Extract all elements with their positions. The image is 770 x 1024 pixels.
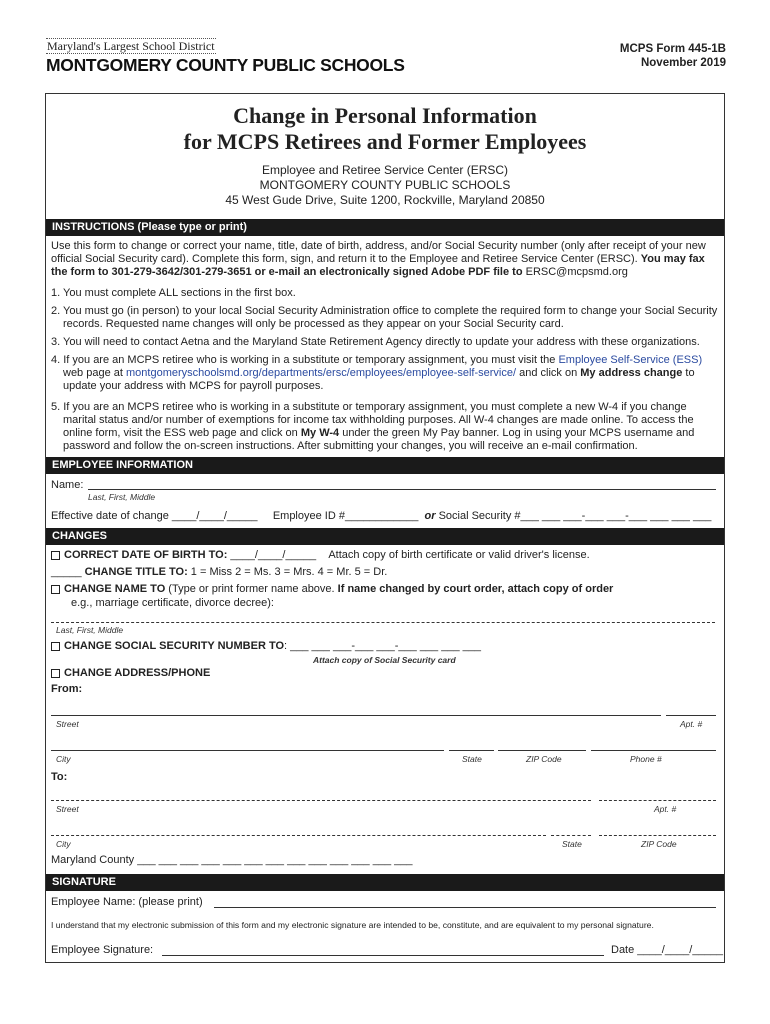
ess-url-link[interactable]: montgomeryschoolsmd.org/departments/ersc/employees/employee-self-service/: [126, 367, 517, 379]
title-field[interactable]: _____: [51, 566, 85, 578]
to-street-field[interactable]: [51, 800, 591, 801]
to-city-hint: City: [56, 839, 71, 849]
address-change-checkbox[interactable]: [51, 669, 60, 678]
address-change-row: CHANGE ADDRESS/PHONE: [51, 667, 210, 680]
from-state-field[interactable]: [449, 750, 494, 751]
title-row: _____ CHANGE TITLE TO: 1 = Miss 2 = Ms. 3 = Mrs. 4 = Mr. 5 = Dr.: [51, 566, 388, 578]
to-state-hint: State: [562, 839, 582, 849]
form-date: November 2019: [640, 57, 726, 69]
name-change-checkbox[interactable]: [51, 585, 60, 594]
changes-heading: CHANGES: [46, 528, 724, 545]
to-apt-field[interactable]: [599, 800, 716, 801]
new-name-hint: Last, First, Middle: [56, 625, 124, 635]
ssn-change-checkbox[interactable]: [51, 642, 60, 651]
effective-date-row: Effective date of change ____/____/_____ Employee ID #____________ or Social Security #___ ___ ___-___ ___-___ ___ ___ ___: [51, 510, 712, 522]
from-street-hint: Street: [56, 719, 79, 729]
org-address: 45 West Gude Drive, Suite 1200, Rockville, Maryland 20850: [225, 193, 545, 207]
instructions-heading: INSTRUCTIONS (Please type or print): [46, 219, 724, 236]
print-name-label: Employee Name: (please print): [51, 896, 203, 908]
to-state-field[interactable]: [551, 835, 591, 836]
form-number: MCPS Form 445-1B: [619, 43, 726, 55]
print-name-field[interactable]: [214, 907, 716, 908]
signature-field[interactable]: [162, 955, 604, 956]
from-apt-hint: Apt. #: [680, 719, 703, 729]
ess-link[interactable]: Employee Self-Service (ESS): [558, 354, 703, 366]
name-change-row: CHANGE NAME TO (Type or print former name above. If name changed by court order, attach copy of order: [51, 583, 613, 596]
district-name: MONTGOMERY COUNTY PUBLIC SCHOOLS: [46, 55, 405, 75]
from-state-hint: State: [462, 754, 482, 764]
dob-field[interactable]: ____/____/_____: [227, 549, 317, 561]
form-number-block: [620, 42, 726, 70]
signature-date-field[interactable]: Date ____/____/_____: [611, 944, 723, 956]
from-city-field[interactable]: [51, 750, 444, 751]
to-city-field[interactable]: [51, 835, 546, 836]
county-field[interactable]: Maryland County ___ ___ ___ ___ ___ ___ ___ ___ ___ ___ ___ ___ ___: [51, 854, 413, 866]
ssn-field[interactable]: Social Security #___ ___ ___-___ ___-___ ___ ___ ___: [438, 510, 712, 522]
to-zip-hint: ZIP Code: [641, 839, 677, 849]
from-phone-field[interactable]: [591, 750, 716, 751]
form-title-line1: Change in Personal Information: [233, 103, 537, 128]
signature-heading: SIGNATURE: [46, 874, 724, 891]
new-ssn-field[interactable]: : ___ ___ ___-___ ___-___ ___ ___ ___: [284, 640, 481, 652]
to-street-hint: Street: [56, 804, 79, 814]
org-name: MONTGOMERY COUNTY PUBLIC SCHOOLS: [259, 178, 511, 192]
from-city-hint: City: [56, 754, 71, 764]
employee-id-field[interactable]: Employee ID #____________: [272, 510, 419, 522]
district-tagline: Maryland's Largest School District: [47, 39, 215, 53]
name-change-note: e.g., marriage certificate, divorce decree):: [71, 597, 274, 609]
title-box: [45, 93, 725, 209]
electronic-signature-statement: I understand that my electronic submission of this form and my electronic signature are intended to be, constitute, and are equivalent to my personal signature.: [51, 920, 654, 930]
to-label: To:: [51, 771, 68, 783]
service-center: Employee and Retiree Service Center (ERSC): [261, 163, 509, 177]
instructions-intro: Use this form to change or correct your name, title, date of birth, address, and/or Social Security number (only after receipt of your new official Social Security card). Complete this form, sign, and return it to the Employee and Retiree Service Center (ERSC). You may fax the form to 301-279-3642/301-279-3651 or e-mail an electronically signed Adobe PDF file to ERSC@mcpsmd.org: [51, 240, 706, 278]
to-zip-field[interactable]: [599, 835, 716, 836]
form-title-line2: for MCPS Retirees and Former Employees: [183, 129, 587, 154]
instruction-item-4: 4. If you are an MCPS retiree who is working in a substitute or temporary assignment, you must visit the Employee Self-Service (ESS) web page at montgomeryschoolsmd.org/departments/ersc/employees/employee-self-service/ and click on My address change to update your address with MCPS for payroll purposes.: [51, 354, 703, 392]
from-apt-field[interactable]: [666, 715, 716, 716]
to-apt-hint: Apt. #: [654, 804, 677, 814]
new-name-field[interactable]: [51, 622, 715, 623]
signature-label: Employee Signature:: [51, 944, 154, 956]
from-phone-hint: Phone #: [630, 754, 662, 764]
name-field[interactable]: [88, 489, 716, 490]
instruction-item-1: 1. You must complete ALL sections in the first box.: [51, 287, 296, 299]
effective-date-field[interactable]: Effective date of change ____/____/_____: [51, 510, 258, 522]
instruction-item-5: 5. If you are an MCPS retiree who is working in a substitute or temporary assignment, you must complete a new W-4 if you change marital status and/or number of exemptions for income tax withholding purposes. All W-4 changes are made online. To access the online form, visit the ESS web page and click on My W-4 under the green My Pay banner. Log in using your MCPS username and password and follow the on-screen instructions. After submitting your changes, you will receive an e-mail confirmation.: [51, 401, 695, 452]
dob-checkbox[interactable]: [51, 551, 60, 560]
dob-row: CORRECT DATE OF BIRTH TO: ____/____/_____ Attach copy of birth certificate or valid driver's license.: [51, 549, 590, 562]
from-zip-hint: ZIP Code: [526, 754, 562, 764]
instruction-item-3: 3. You will need to contact Aetna and the Maryland State Retirement Agency directly to update your address with these organizations.: [51, 336, 700, 348]
employee-info-heading: EMPLOYEE INFORMATION: [46, 457, 724, 474]
name-hint: Last, First, Middle: [88, 492, 156, 502]
from-street-field[interactable]: [51, 715, 661, 716]
ssn-attach-note: Attach copy of Social Security card: [313, 655, 456, 665]
name-label: Name:: [51, 479, 84, 491]
from-zip-field[interactable]: [498, 750, 586, 751]
form-body: [45, 208, 725, 963]
ssn-change-row: CHANGE SOCIAL SECURITY NUMBER TO: ___ ___ ___-___ ___-___ ___ ___ ___: [51, 640, 481, 653]
instruction-item-2: 2. You must go (in person) to your local Social Security Administration office to complete the required form to change your Social Security records. Requested name changes will only be processed as they appear on your Social Security card.: [51, 305, 718, 330]
from-label: From:: [51, 683, 83, 695]
